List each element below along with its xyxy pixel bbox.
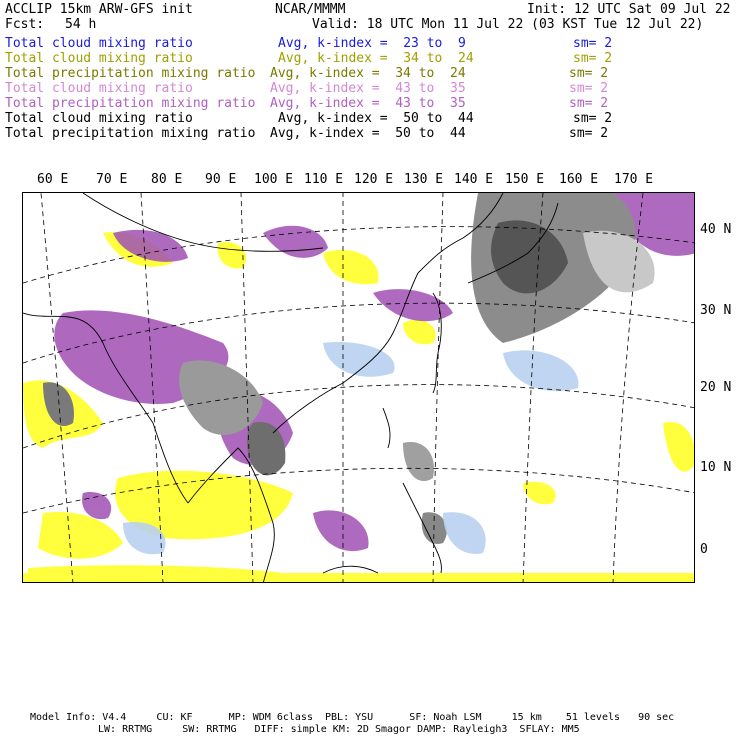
lon-label: 80 E [151, 172, 183, 187]
field-row [5, 96, 735, 111]
fcst-label: Fcst: [5, 17, 45, 32]
field-row [5, 126, 735, 141]
field-sm: sm= 2 [573, 111, 613, 126]
lon-label: 160 E [559, 172, 599, 187]
header-row-1 [5, 2, 735, 17]
lat-label: 30 N [700, 303, 732, 318]
lon-label: 150 E [505, 172, 545, 187]
map-canvas [23, 193, 695, 583]
model-title: ACCLIP 15km ARW-GFS init [5, 2, 193, 17]
field-row [5, 81, 735, 96]
header-row-2 [5, 17, 735, 32]
valid-time: Valid: 18 UTC Mon 11 Jul 22 (03 KST Tue 12 Jul 22) [312, 17, 704, 32]
field-sm: sm= 2 [573, 36, 613, 51]
field-name: Total cloud mixing ratio [5, 36, 193, 51]
lon-label: 60 E [37, 172, 69, 187]
field-row [5, 51, 735, 66]
lon-label: 100 E [254, 172, 294, 187]
lon-label: 130 E [404, 172, 444, 187]
fcst-value: 54 h [65, 17, 97, 32]
lat-label: 10 N [700, 460, 732, 475]
field-avg: Avg, k-index = 43 to 35 [270, 81, 466, 96]
field-sm: sm= 2 [569, 96, 609, 111]
field-avg: Avg, k-index = 34 to 24 [278, 51, 474, 66]
field-name: Total precipitation mixing ratio [5, 96, 256, 111]
field-avg: Avg, k-index = 34 to 24 [270, 66, 466, 81]
field-sm: sm= 2 [573, 51, 613, 66]
field-sm: sm= 2 [569, 66, 609, 81]
lon-label: 70 E [96, 172, 128, 187]
field-avg: Avg, k-index = 50 to 44 [270, 126, 466, 141]
center-label: NCAR/MMMM [275, 2, 346, 17]
field-row [5, 66, 735, 81]
field-name: Total precipitation mixing ratio [5, 126, 256, 141]
lon-label: 170 E [614, 172, 654, 187]
field-name: Total cloud mixing ratio [5, 51, 193, 66]
lat-label: 40 N [700, 222, 732, 237]
field-row [5, 111, 735, 126]
field-avg: Avg, k-index = 43 to 35 [270, 96, 466, 111]
field-avg: Avg, k-index = 23 to 9 [278, 36, 466, 51]
lon-label: 120 E [354, 172, 394, 187]
lon-label: 110 E [304, 172, 344, 187]
lat-label: 0 [700, 542, 708, 557]
field-sm: sm= 2 [569, 126, 609, 141]
field-sm: sm= 2 [569, 81, 609, 96]
field-name: Total cloud mixing ratio [5, 111, 193, 126]
lon-label: 90 E [205, 172, 237, 187]
lon-label: 140 E [454, 172, 494, 187]
field-name: Total precipitation mixing ratio [5, 66, 256, 81]
field-row [5, 36, 735, 51]
field-name: Total cloud mixing ratio [5, 81, 193, 96]
map-panel [22, 192, 695, 583]
model-info-line1: Model Info: V4.4 CU: KF MP: WDM 6class PBL: YSU SF: Noah LSM 15 km 51 levels 90 sec [30, 712, 675, 723]
model-info-line2: LW: RRTMG SW: RRTMG DIFF: simple KM: 2D Smagor DAMP: Rayleigh3 SFLAY: MM5 [98, 724, 580, 735]
field-avg: Avg, k-index = 50 to 44 [278, 111, 474, 126]
lat-label: 20 N [700, 380, 732, 395]
init-time: Init: 12 UTC Sat 09 Jul 22 [527, 2, 731, 17]
